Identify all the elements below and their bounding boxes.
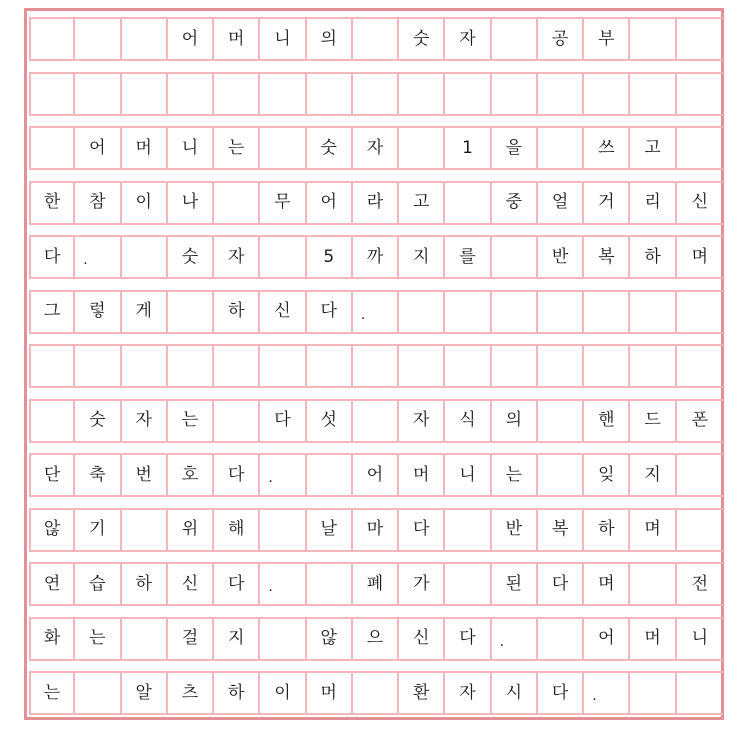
manuscript-sheet bbox=[24, 8, 724, 720]
grid-cell: 다 bbox=[214, 455, 260, 495]
grid-cell: 며 bbox=[691, 246, 709, 267]
grid-cell: 신 bbox=[260, 292, 306, 332]
grid-cell: 숫 bbox=[307, 128, 353, 168]
grid-cell: 어 bbox=[353, 455, 399, 495]
grid-cell: 중 bbox=[492, 183, 538, 223]
grid-cell: 다 bbox=[538, 564, 584, 604]
grid-cell bbox=[445, 292, 491, 332]
grid-cell: 고 bbox=[630, 128, 676, 168]
grid-cell: 걸 bbox=[168, 619, 214, 659]
grid-cell: 이 bbox=[122, 183, 168, 223]
grid-cell: 하 bbox=[214, 673, 260, 713]
grid-cell bbox=[677, 19, 723, 59]
grid-cell bbox=[677, 510, 723, 550]
grid-cell: . bbox=[75, 237, 121, 277]
grid-cell: 않 bbox=[307, 619, 353, 659]
grid-cell: . bbox=[584, 673, 630, 713]
grid-cell: 얼 bbox=[538, 183, 584, 223]
grid-cell: 다 bbox=[214, 564, 260, 604]
grid-cell: 화 bbox=[29, 619, 75, 659]
grid-cell: 된 bbox=[492, 564, 538, 604]
grid-cell: 니 bbox=[260, 19, 306, 59]
manuscript-row bbox=[29, 617, 723, 661]
grid-cell bbox=[492, 74, 538, 114]
grid-cell: 숫 bbox=[75, 401, 121, 441]
manuscript-row bbox=[29, 562, 723, 606]
grid-cell bbox=[399, 346, 445, 386]
grid-cell: 않 bbox=[29, 510, 75, 550]
grid-cell: 복 bbox=[538, 510, 584, 550]
grid-cell: 날 bbox=[307, 510, 353, 550]
grid-cell: . bbox=[260, 455, 306, 495]
grid-cell bbox=[29, 401, 75, 441]
grid-cell bbox=[307, 455, 353, 495]
grid-cell bbox=[630, 564, 676, 604]
grid-cell: 게 bbox=[122, 292, 168, 332]
grid-cell bbox=[29, 128, 75, 168]
grid-cell: 마 bbox=[353, 510, 399, 550]
grid-cell bbox=[214, 346, 260, 386]
grid-cell: 어 bbox=[168, 19, 214, 59]
grid-cell: 자 bbox=[445, 673, 491, 713]
grid-cell: 는 bbox=[168, 401, 214, 441]
grid-cell: 반 bbox=[538, 237, 584, 277]
grid-cell bbox=[677, 673, 723, 713]
grid-cell: 그 bbox=[29, 292, 75, 332]
grid-cell bbox=[353, 401, 399, 441]
grid-cell bbox=[399, 292, 445, 332]
grid-cell: 습 bbox=[75, 564, 121, 604]
grid-cell: 연 bbox=[29, 564, 75, 604]
grid-cell bbox=[630, 673, 676, 713]
grid-cell bbox=[492, 346, 538, 386]
grid-cell: 지 bbox=[630, 455, 676, 495]
grid-cell: 한 bbox=[29, 183, 75, 223]
grid-cell: 폐 bbox=[353, 564, 399, 604]
grid-cell: 다 bbox=[399, 510, 445, 550]
grid-cell: 참 bbox=[75, 183, 121, 223]
grid-cell bbox=[677, 128, 723, 168]
grid-cell: 드 bbox=[630, 401, 676, 441]
grid-cell bbox=[75, 74, 121, 114]
grid-cell bbox=[353, 74, 399, 114]
grid-cell: 신 bbox=[399, 619, 445, 659]
grid-cell bbox=[260, 510, 306, 550]
grid-cell: 섯 bbox=[307, 401, 353, 441]
grid-cell: 알 bbox=[122, 673, 168, 713]
grid-cell: 어 bbox=[307, 183, 353, 223]
grid-cell: 폰 bbox=[691, 410, 709, 430]
grid-cell bbox=[29, 19, 75, 59]
manuscript-row bbox=[29, 17, 723, 61]
grid-cell: 지 bbox=[399, 237, 445, 277]
grid-cell: 니 bbox=[691, 628, 709, 648]
grid-cell: 하 bbox=[214, 292, 260, 332]
grid-cell: . bbox=[353, 292, 399, 332]
grid-cell: 시 bbox=[492, 673, 538, 713]
grid-cell: 의 bbox=[307, 19, 353, 59]
grid-cell: 다 bbox=[538, 673, 584, 713]
grid-cell: 고 bbox=[399, 183, 445, 223]
grid-cell bbox=[75, 346, 121, 386]
grid-cell bbox=[260, 346, 306, 386]
grid-cell bbox=[307, 564, 353, 604]
grid-cell: 이 bbox=[260, 673, 306, 713]
grid-cell: 어 bbox=[75, 128, 121, 168]
grid-cell bbox=[75, 19, 121, 59]
grid-cell bbox=[260, 74, 306, 114]
grid-cell bbox=[260, 128, 306, 168]
grid-cell: 5 bbox=[307, 237, 353, 277]
grid-cell: 나 bbox=[168, 183, 214, 223]
grid-cell bbox=[584, 346, 630, 386]
grid-cell: 자 bbox=[399, 401, 445, 441]
grid-cell bbox=[538, 128, 584, 168]
grid-cell: 는 bbox=[214, 128, 260, 168]
grid-cell: . bbox=[260, 564, 306, 604]
grid-cell bbox=[29, 74, 75, 114]
grid-cell: 호 bbox=[168, 455, 214, 495]
grid-cell: 는 bbox=[492, 455, 538, 495]
grid-cell bbox=[122, 74, 168, 114]
grid-cell: 자 bbox=[214, 237, 260, 277]
grid-cell: 다 bbox=[29, 237, 75, 277]
grid-cell bbox=[307, 74, 353, 114]
grid-cell bbox=[353, 673, 399, 713]
grid-cell: 머 bbox=[307, 673, 353, 713]
grid-cell bbox=[677, 346, 723, 386]
grid-cell: 며 bbox=[630, 510, 676, 550]
grid-cell: 잊 bbox=[584, 455, 630, 495]
grid-cell bbox=[353, 19, 399, 59]
grid-cell bbox=[353, 346, 399, 386]
grid-cell: 신 bbox=[691, 192, 709, 212]
grid-cell: 하 bbox=[630, 237, 676, 277]
grid-cell bbox=[122, 346, 168, 386]
grid-cell bbox=[677, 74, 723, 114]
grid-cell bbox=[630, 292, 676, 332]
grid-cell bbox=[260, 619, 306, 659]
grid-cell: 으 bbox=[353, 619, 399, 659]
grid-cell bbox=[122, 19, 168, 59]
manuscript-row bbox=[29, 181, 723, 225]
grid-cell: . bbox=[492, 619, 538, 659]
grid-cell bbox=[168, 292, 214, 332]
grid-cell bbox=[445, 183, 491, 223]
grid-cell: 하 bbox=[584, 510, 630, 550]
grid-cell: 자 bbox=[445, 19, 491, 59]
grid-cell: 축 bbox=[75, 455, 121, 495]
grid-cell: 머 bbox=[630, 619, 676, 659]
grid-cell: 자 bbox=[122, 401, 168, 441]
grid-cell: 번 bbox=[122, 455, 168, 495]
manuscript-row bbox=[29, 235, 723, 279]
grid-cell: 신 bbox=[168, 564, 214, 604]
grid-cell: 1 bbox=[445, 128, 491, 168]
grid-cell: 부 bbox=[584, 19, 630, 59]
grid-cell: 니 bbox=[445, 455, 491, 495]
grid-cell bbox=[445, 346, 491, 386]
grid-cell bbox=[538, 455, 584, 495]
grid-cell bbox=[538, 74, 584, 114]
manuscript-row bbox=[29, 671, 723, 715]
grid-cell: 츠 bbox=[168, 673, 214, 713]
grid-cell: 가 bbox=[399, 564, 445, 604]
grid-cell bbox=[630, 74, 676, 114]
grid-cell: 까 bbox=[353, 237, 399, 277]
grid-cell bbox=[214, 74, 260, 114]
grid-cell bbox=[445, 510, 491, 550]
grid-cell: 숫 bbox=[399, 19, 445, 59]
grid-cell: 지 bbox=[214, 619, 260, 659]
manuscript-row bbox=[29, 399, 723, 443]
grid-cell bbox=[538, 401, 584, 441]
grid-cell bbox=[492, 19, 538, 59]
grid-cell: 머 bbox=[399, 455, 445, 495]
grid-cell bbox=[399, 74, 445, 114]
grid-cell bbox=[399, 128, 445, 168]
grid-cell bbox=[445, 74, 491, 114]
grid-cell: 의 bbox=[492, 401, 538, 441]
grid-cell: 어 bbox=[584, 619, 630, 659]
grid-cell: 며 bbox=[584, 564, 630, 604]
grid-cell: 머 bbox=[122, 128, 168, 168]
grid-cell bbox=[538, 619, 584, 659]
grid-cell: 머 bbox=[214, 19, 260, 59]
grid-cell bbox=[630, 19, 676, 59]
grid-cell bbox=[122, 510, 168, 550]
grid-cell: 니 bbox=[168, 128, 214, 168]
grid-cell: 리 bbox=[630, 183, 676, 223]
grid-cell: 다 bbox=[260, 401, 306, 441]
grid-cell: 무 bbox=[260, 183, 306, 223]
grid-cell: 단 bbox=[29, 455, 75, 495]
grid-cell: 을 bbox=[492, 128, 538, 168]
grid-cell bbox=[584, 292, 630, 332]
manuscript-row bbox=[29, 508, 723, 552]
grid-cell: 핸 bbox=[584, 401, 630, 441]
grid-cell: 전 bbox=[691, 573, 709, 594]
manuscript-row bbox=[29, 344, 723, 388]
grid-cell bbox=[29, 346, 75, 386]
grid-cell bbox=[260, 237, 306, 277]
manuscript-row bbox=[29, 453, 723, 497]
grid-cell bbox=[168, 346, 214, 386]
grid-cell: 해 bbox=[214, 510, 260, 550]
manuscript-row bbox=[29, 126, 723, 170]
grid-cell bbox=[307, 346, 353, 386]
grid-cell: 기 bbox=[75, 510, 121, 550]
grid-cell bbox=[445, 564, 491, 604]
grid-cell: 자 bbox=[353, 128, 399, 168]
manuscript-row bbox=[29, 72, 723, 116]
grid-cell bbox=[122, 237, 168, 277]
grid-cell bbox=[584, 74, 630, 114]
grid-cell: 복 bbox=[584, 237, 630, 277]
grid-cell: 다 bbox=[445, 619, 491, 659]
grid-cell bbox=[677, 455, 723, 495]
grid-cell bbox=[492, 237, 538, 277]
grid-cell bbox=[75, 673, 121, 713]
manuscript-row bbox=[29, 290, 723, 334]
grid-cell: 를 bbox=[445, 237, 491, 277]
grid-cell bbox=[168, 74, 214, 114]
grid-cell bbox=[122, 619, 168, 659]
grid-cell bbox=[492, 292, 538, 332]
grid-cell bbox=[214, 401, 260, 441]
grid-cell: 공 bbox=[538, 19, 584, 59]
grid-cell: 환 bbox=[399, 673, 445, 713]
grid-cell bbox=[214, 183, 260, 223]
grid-cell: 라 bbox=[353, 183, 399, 223]
grid-cell: 숫 bbox=[168, 237, 214, 277]
grid-cell: 식 bbox=[445, 401, 491, 441]
grid-cell: 렇 bbox=[75, 292, 121, 332]
grid-cell: 하 bbox=[122, 564, 168, 604]
grid-cell bbox=[538, 346, 584, 386]
grid-cell: 거 bbox=[584, 183, 630, 223]
grid-cell: 반 bbox=[492, 510, 538, 550]
grid-cell: 다 bbox=[307, 292, 353, 332]
grid-cell: 위 bbox=[168, 510, 214, 550]
grid-cell: 는 bbox=[29, 673, 75, 713]
grid-cell: 는 bbox=[75, 619, 121, 659]
grid-cell bbox=[538, 292, 584, 332]
grid-cell: 쓰 bbox=[584, 128, 630, 168]
grid-cell bbox=[677, 292, 723, 332]
grid-cell bbox=[630, 346, 676, 386]
